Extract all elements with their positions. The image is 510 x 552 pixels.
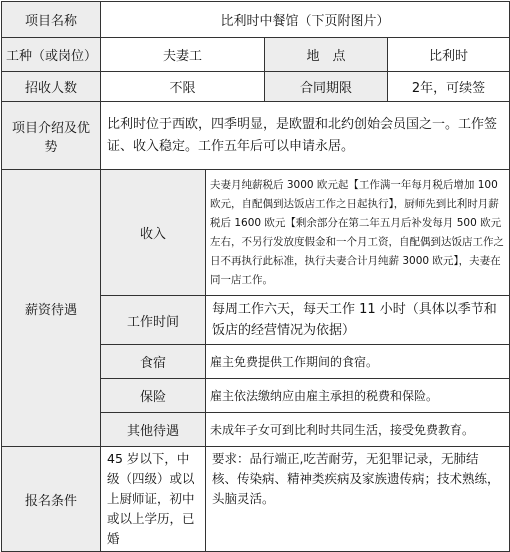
row-recruit <box>2 72 510 102</box>
term-value: 2年，可续签 <box>388 72 510 102</box>
row-income <box>2 170 510 296</box>
insurance-text: 雇主依法缴纳应由雇主承担的税费和保险。 <box>206 379 510 413</box>
project-name-value: 比利时中餐馆（下页附图片） <box>101 2 510 38</box>
other-text: 未成年子女可到比利时共同生活，接受免费教育。 <box>206 413 510 447</box>
income-text: 夫妻月纯薪税后 3000 欧元起【工作满一年每月税后增加 100 欧元，自配偶到达饭店工作之日起执行】，厨师先到比利时月薪税后 1600 欧元【剩余部分在第二年五月后补发每月 500 欧元左右，不另行发放度假金和一个月工资，自配偶到达饭店工作之日不再执行此标准，执行夫妻合计月纯薪 3000 欧元】，夫妻在同一店工作。 <box>206 170 510 296</box>
apply-requirement: 要求：品行端正,吃苦耐劳，无犯罪记录，无肺结核、传染病、精神类疾病及家族遗传病；技术熟练，头脑灵活。 <box>206 447 510 552</box>
hours-label: 工作时间 <box>101 296 206 345</box>
meals-text: 雇主免费提供工作期间的食宿。 <box>206 345 510 379</box>
intro-label: 项目介绍及优势 <box>2 102 101 170</box>
hours-text: 每周工作六天，每天工作 11 小时（具体以季节和饭店的经营情况为依据） <box>206 296 510 345</box>
row-job <box>2 38 510 72</box>
recruit-value: 不限 <box>101 72 265 102</box>
place-value: 比利时 <box>388 38 510 72</box>
job-posting-table <box>1 1 510 552</box>
place-label: 地 点 <box>265 38 388 72</box>
other-label: 其他待遇 <box>101 413 206 447</box>
meals-label: 食宿 <box>101 345 206 379</box>
apply-condition: 45 岁以下，中级（四级）或以上厨师证，初中或以上学历，已婚 <box>101 447 206 552</box>
project-name-label: 项目名称 <box>2 2 101 38</box>
job-label: 工种（或岗位） <box>2 38 101 72</box>
job-value: 夫妻工 <box>101 38 265 72</box>
income-label: 收入 <box>101 170 206 296</box>
term-label: 合同期限 <box>265 72 388 102</box>
row-intro <box>2 102 510 170</box>
insurance-label: 保险 <box>101 379 206 413</box>
recruit-label: 招收人数 <box>2 72 101 102</box>
row-apply <box>2 447 510 552</box>
salary-label: 薪资待遇 <box>2 170 101 447</box>
intro-text: 比利时位于西欧，四季明显，是欧盟和北约创始会员国之一。工作签证、收入稳定。工作五年后可以申请永居。 <box>101 102 510 170</box>
apply-label: 报名条件 <box>2 447 101 552</box>
row-project-name <box>2 2 510 38</box>
